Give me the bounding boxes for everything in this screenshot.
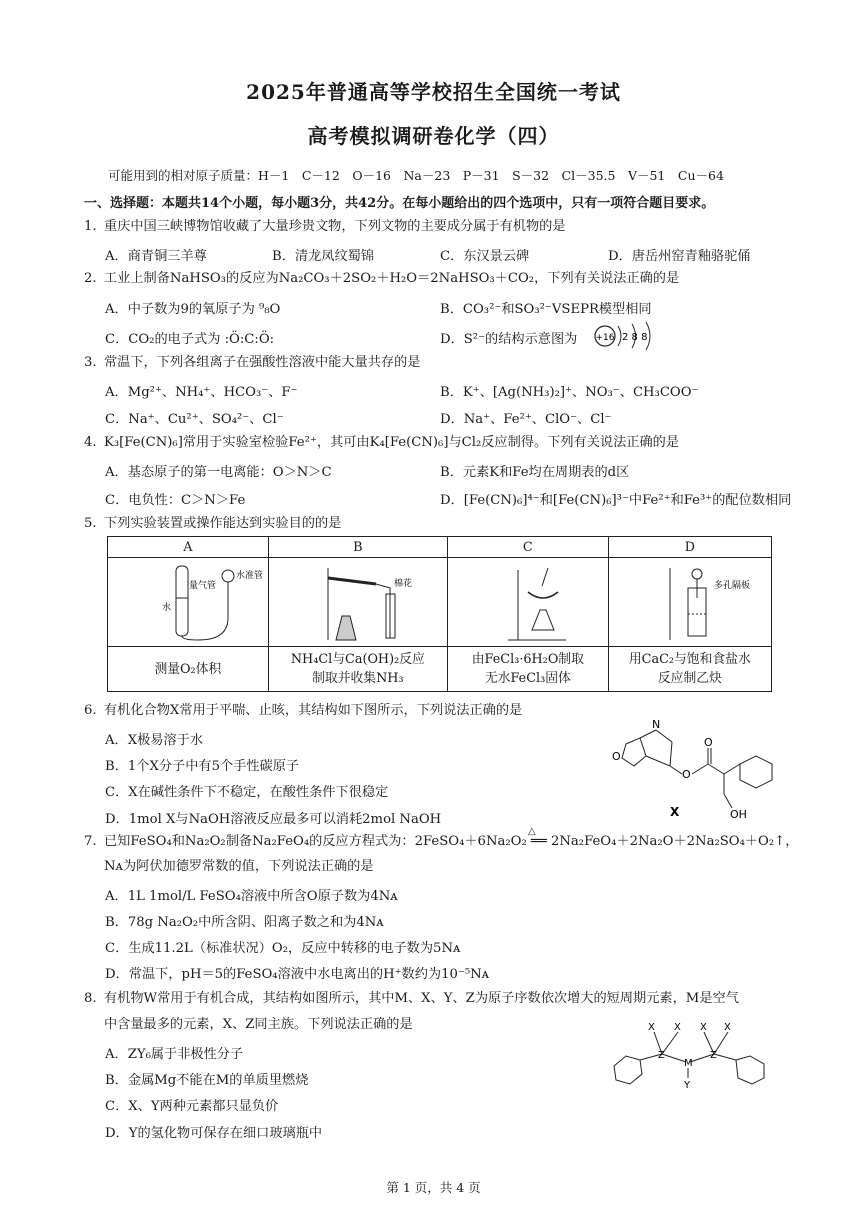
svg-text:O: O — [704, 736, 713, 749]
desc-d: 用CaC₂与饱和食盐水 反应制乙炔 — [608, 647, 771, 692]
svg-text:N: N — [652, 718, 661, 731]
apparatus-c — [447, 558, 608, 647]
q8-option-b: B．金属Mg不能在M的单质里燃烧 — [105, 1073, 309, 1088]
desc-c: 由FeCl₃·6H₂O制取 无水FeCl₃固体 — [447, 647, 608, 692]
col-header-b: B — [268, 537, 447, 558]
q1-option-b: B．清龙凤纹蜀锦 — [272, 249, 375, 264]
exam-title: 2025年普通高等学校招生全国统一考试 — [246, 80, 621, 104]
q1-option-c: C．东汉景云碑 — [440, 249, 530, 264]
svg-text:X: X — [648, 1022, 655, 1033]
q4-option-a: A．基态原子的第一电离能：O＞N＞C — [105, 465, 332, 480]
svg-text:量气管: 量气管 — [188, 581, 216, 591]
q7-option-b: B．78g Na₂O₂中所含阴、阳离子数之和为4Nᴀ — [105, 915, 384, 930]
svg-text:2 8 8: 2 8 8 — [622, 332, 648, 343]
question-2-stem: 2. 工业上制备NaHSO₃的反应为Na₂CO₃＋2SO₂＋H₂O＝2NaHSO₃＋CO₂，下列有关说法正确的是 — [84, 271, 680, 286]
desc-b: NH₄Cl与Ca(OH)₂反应 制取并收集NH₃ — [268, 647, 447, 692]
svg-text:X: X — [724, 1022, 731, 1033]
svg-text:+16: +16 — [595, 333, 615, 343]
q8-option-c: C．X、Y两种元素都只显负价 — [105, 1099, 279, 1114]
q7-option-a: A．1L 1mol/L FeSO₄溶液中所含O原子数为4Nᴀ — [105, 889, 398, 904]
q6-option-c: C．X在碱性条件下不稳定，在酸性条件下很稳定 — [105, 785, 389, 800]
svg-text:水: 水 — [161, 603, 171, 613]
question-6-stem: 6. 有机化合物X常用于平喘、止咳，其结构如下图所示，下列说法正确的是 — [84, 703, 523, 718]
evaporation-apparatus — [468, 558, 588, 642]
q4-option-c: C．电负性：C＞N＞Fe — [105, 493, 246, 508]
q1-option-a: A．商青铜三羊尊 — [105, 249, 207, 264]
q7-option-c: C．生成11.2L（标准状况）O₂，反应中转移的电子数为5Nᴀ — [105, 941, 461, 956]
svg-text:棉花: 棉花 — [393, 579, 412, 589]
compound-x-structure — [612, 716, 787, 828]
question-4-stem: 4. K₃[Fe(CN)₆]常用于实验室检验Fe²⁺，其可由K₄[Fe(CN)₆]与Cl₂反应制得。下列有关说法正确的是 — [84, 435, 680, 450]
svg-text:Y: Y — [684, 1080, 691, 1091]
q3-option-a: A．Mg²⁺、NH₄⁺、HCO₃⁻、F⁻ — [105, 385, 298, 400]
question-8-stem-line2: 中含量最多的元素，X、Z同主族。下列说法正确的是 — [104, 1017, 413, 1032]
apparatus-a — [108, 558, 269, 647]
q4-option-b: B．元素K和Fe均在周期表的d区 — [440, 465, 630, 480]
question-3-stem: 3. 常温下，下列各组离子在强酸性溶液中能大量共存的是 — [84, 355, 421, 370]
q1-option-d: D．唐岳州窑青釉骆驼俑 — [608, 249, 751, 264]
question-8-stem-line1: 8. 有机物W常用于有机合成，其结构如图所示，其中M、X、Y、Z为原子序数依次增大的短周期元素，M是空气 — [84, 991, 739, 1006]
q6-option-a: A．X极易溶于水 — [105, 733, 204, 748]
question-1-stem: 1. 重庆中国三峡博物馆收藏了大量珍贵文物，下列文物的主要成分属于有机物的是 — [84, 219, 566, 234]
question-7-stem-line2: Nᴀ为阿伏加德罗常数的值，下列说法正确的是 — [104, 859, 374, 874]
q2-option-a: A．中子数为9的氧原子为 ⁹₈O — [105, 302, 281, 317]
q3-option-d: D．Na⁺、Fe²⁺、ClO⁻、Cl⁻ — [440, 412, 612, 427]
sulfide-structure-diagram — [592, 318, 672, 352]
q2-option-c: C．CO₂的电子式为 :Ö:C:Ö: — [105, 332, 275, 347]
q2-option-d: D．S²⁻的结构示意图为 — [440, 332, 578, 347]
q7-option-d: D．常温下，pH＝5的FeSO₄溶液中水电离出的H⁺数约为10⁻⁵Nᴀ — [105, 967, 490, 982]
svg-text:Z: Z — [658, 1050, 665, 1061]
compound-w-structure — [606, 1018, 776, 1096]
svg-text:OH: OH — [730, 808, 747, 821]
svg-text:X: X — [670, 805, 680, 819]
heat-symbol: △ — [528, 826, 536, 837]
svg-text:O: O — [682, 768, 691, 781]
col-header-a: A — [108, 537, 269, 558]
experiment-table — [107, 536, 772, 692]
page-footer: 第 1 页，共 4 页 — [386, 1180, 481, 1195]
paper-subtitle: 高考模拟调研卷化学（四） — [307, 124, 560, 148]
apparatus-d — [608, 558, 771, 647]
svg-text:X: X — [674, 1022, 681, 1033]
svg-text:O: O — [612, 750, 621, 763]
atomic-masses: 可能用到的相对原子质量：H－1 C－12 O－16 Na－23 P－31 S－32 Cl－35.5 V－51 Cu－64 — [108, 168, 724, 183]
ammonia-apparatus — [298, 558, 418, 642]
question-7-stem-line1: 7. 已知FeSO₄和Na₂O₂制备Na₂FeO₄的反应方程式为：2FeSO₄＋6Na₂O₂ ══ 2Na₂FeO₄＋2Na₂O＋2Na₂SO₄＋O₂↑， — [84, 834, 799, 849]
q6-option-d: D．1mol X与NaOH溶液反应最多可以消耗2mol NaOH — [105, 812, 442, 827]
gas-burette-apparatus — [128, 558, 263, 642]
q4-option-d: D．[Fe(CN)₆]⁴⁻和[Fe(CN)₆]³⁻中Fe²⁺和Fe³⁺的配位数相同 — [440, 493, 792, 508]
svg-text:Z: Z — [710, 1050, 717, 1061]
q2-option-b: B．CO₃²⁻和SO₃²⁻VSEPR模型相同 — [440, 302, 652, 317]
q8-option-a: A．ZY₆属于非极性分子 — [105, 1047, 244, 1062]
section-heading: 一、选择题：本题共14个小题，每小题3分，共42分。在每小题给出的四个选项中，只有一项符合题目要求。 — [84, 196, 715, 211]
svg-text:水准管: 水准管 — [235, 571, 263, 581]
apparatus-b — [268, 558, 447, 647]
svg-text:X: X — [700, 1022, 707, 1033]
q3-option-c: C．Na⁺、Cu²⁺、SO₄²⁻、Cl⁻ — [105, 412, 284, 427]
desc-a: 测量O₂体积 — [108, 647, 269, 692]
question-5-stem: 5. 下列实验装置或操作能达到实验目的的是 — [84, 516, 342, 531]
svg-text:M: M — [684, 1058, 693, 1069]
col-header-d: D — [608, 537, 771, 558]
svg-text:多孔隔板: 多孔隔板 — [713, 581, 750, 591]
q6-option-b: B．1个X分子中有5个手性碳原子 — [105, 759, 300, 774]
acetylene-apparatus — [630, 558, 750, 642]
q3-option-b: B．K⁺、[Ag(NH₃)₂]⁺、NO₃⁻、CH₃COO⁻ — [440, 385, 699, 400]
col-header-c: C — [447, 537, 608, 558]
q8-option-d: D．Y的氢化物可保存在细口玻璃瓶中 — [105, 1126, 323, 1141]
